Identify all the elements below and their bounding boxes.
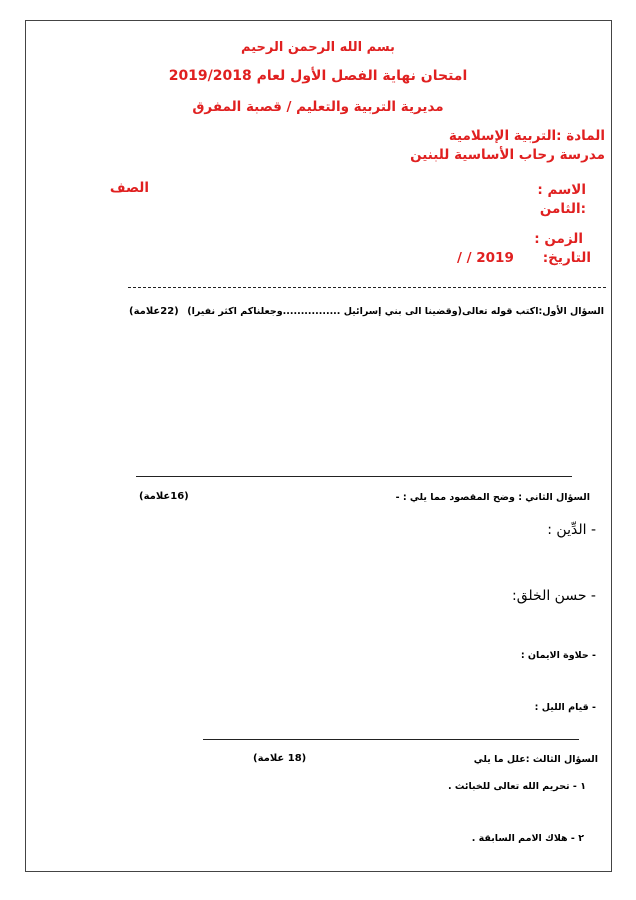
term-night-prayer: - قيام الليل : [534,702,596,713]
separator-line [203,739,579,740]
question-1-text: السؤال الأول:اكتب قوله تعالى(وقضينا الى بني إسرائيل ................وجعلناكم اكثر نفيرا) [187,306,604,317]
separator-line [136,476,572,477]
basmala: بسم الله الرحمن الرحيم [241,40,395,55]
date-value: / / 2019 [457,250,514,266]
reason-item-2: ٢ - هلاك الامم السابقة . [471,833,584,844]
grade-value: :الثامن [539,201,586,217]
term-religion: - الدِّين : [547,522,596,538]
name-label: الاسم : [537,182,586,198]
term-good-manners: - حسن الخلق: [512,588,596,604]
exam-title: امتحان نهاية الفصل الأول لعام 2019/2018 [168,68,468,84]
dashed-separator [128,287,606,288]
question-3-marks: (18 علامة) [253,753,307,764]
subject: المادة :التربية الإسلامية [448,128,605,144]
question-1-marks: (22علامة) [129,306,179,317]
grade-label: الصف [109,180,149,196]
question-3-text: السؤال الثالث :علل ما يلي [473,754,598,765]
directorate: مديرية التربية والتعليم / قصبة المفرق [192,99,444,115]
time-label: الزمن : [534,231,583,247]
reason-item-1: ١ - تحريم الله تعالى للخبائث . [447,781,586,792]
term-sweetness-of-faith: - حلاوة الايمان : [520,650,596,661]
date-label: التاريخ: [542,250,591,266]
question-2-text: السؤال الثاني : وضح المقصود مما يلي : - [395,492,590,503]
school-name: مدرسة رحاب الأساسية للبنين [410,147,605,163]
question-2-marks: (16علامة) [139,491,189,502]
